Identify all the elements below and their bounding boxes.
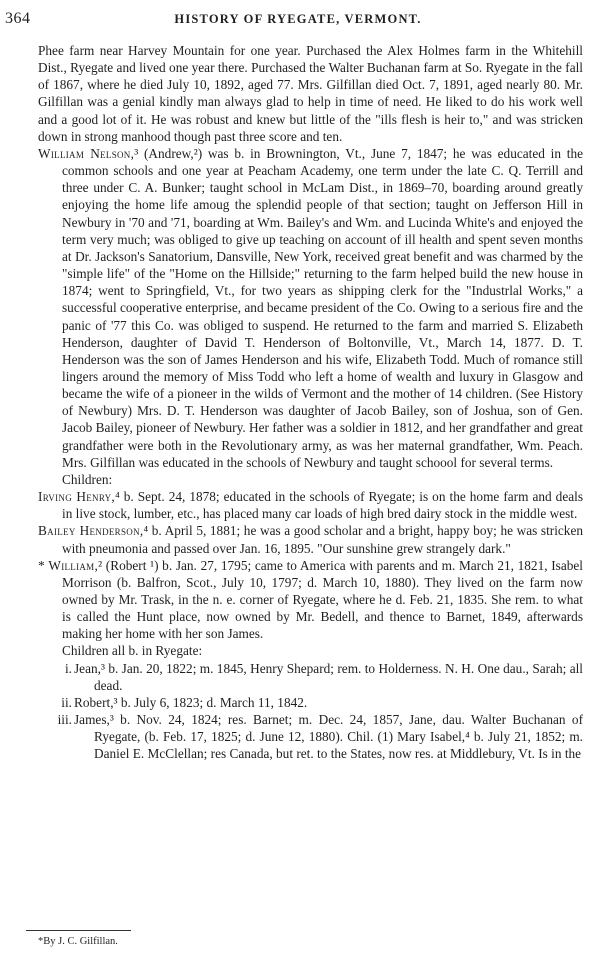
children-label: Children: <box>62 471 113 487</box>
footnote-marker: * <box>38 557 49 573</box>
list-numeral: i. <box>64 660 72 676</box>
page-header <box>0 10 596 30</box>
entry-name: William Nelson, <box>38 145 135 161</box>
entry-name: William, <box>48 557 99 573</box>
footnote-rule <box>26 930 131 931</box>
running-title: HISTORY OF RYEGATE, VERMONT. <box>174 12 422 26</box>
entry-text: ² (Robert ¹) b. Jan. 27, 1795; came to America with parents and m. March 21, 1821, Isabel Morrison (b. Balfron, Scot., July 10, 1797; d. March 10, 1880). They lived on the farm now owned by Mr. Trask, in the n. e. corner of Ryegate, where he d. Feb. 21, 1835. She rem. to what is called the Hunt place, now owned by Mr. Bedell, and thence to Barnet, 1849, afterwards making her home with her son James. <box>62 557 583 642</box>
intro-paragraph: Phee farm near Harvey Mountain for one year. Purchased the Alex Holmes farm in the Whitehill Dist., Ryegate and lived one year there. Purchased the Walter Buchanan farm at So. Ryegate in the fall of 1867, where he died July 10, 1892, aged 77. Mrs. Gilfillan died Oct. 7, 1891, aged nearly 80. Mr. Gilfillan was a genial kindly man always glad to help in time of need. He liked to do his work well and a good lot of it. He was robust and knew but little of the "ills flesh is heir to," and was stricken down in strong manhood though past three score and ten. <box>38 43 583 144</box>
entry-william-nelson <box>26 145 583 471</box>
page-number: 364 <box>5 10 31 27</box>
entry-william-robert <box>26 557 583 643</box>
list-item <box>38 660 583 694</box>
entry-bailey-henderson <box>26 522 583 556</box>
entry-irving-henry <box>26 488 583 522</box>
list-item-text: Robert,³ b. July 6, 1823; d. March 11, 1842. <box>74 694 308 710</box>
entry-name: Irving Henry, <box>38 489 116 505</box>
list-item <box>38 711 583 762</box>
entry-name: Bailey Henderson, <box>38 523 144 539</box>
list-item-text: James,³ b. Nov. 24, 1824; res. Barnet; m. Dec. 24, 1857, Jane, dau. Walter Buchanan of Ryegate, (b. Feb. 17, 1825; d. June 12, 1880). Chil. (1) Mary Isabel,⁴ b. July 21, 1852; m. Daniel E. McClellan; res Canada, but ret. to the States, now res. at Middlebury, Vt. Is in the <box>74 712 583 762</box>
entry-text: ³ (Andrew,²) was b. in Brownington, Vt., June 7, 1847; he was educated in the common schools and one year at Peacham Academy, one term under the late C. Q. Terrill and three under C. A. Bunker; taught school in McLam Dist., in 1869–70, boarding around greatly enjoying the home life amoug the splendid people of that section; taught on Jefferson Hill in Newbury in '70 and '71, boarding at Wm. Bailey's and Wm. and Lucinda White's and enjoyed the term very much; was obliged to give up teaching on account of ill health and spent seven months at Dr. Jackson's Sanatorium, Dansville, New York, received great benefit and was charmed by the "simple life" of the "Home on the Hillside;" returning to the farm helped build the new house in 1874; went to Springfield, Vt., for two years as shipping clerk for the "Industrlal Works," a successful cooperative enterprise, and became president of the Co. Owing to a serious fire and the panic of '77 this Co. was obliged to suspend. He returned to the farm and married S. Elizabeth Henderson, daughter of David T. Henderson of Boltonville, Vt., March 14, 1877. D. T. Henderson was the son of James Henderson and his wife, Elizabeth Todd. Much of romance still lingers around the memory of Miss Todd who left a home of wealth and luxury in Glasgow and became the wife of a pioneer in the wilds of Vermont and the mother of 14 children. (See History of Newbury) Mrs. D. T. Henderson was daughter of Jacob Bailey, son of Joshua, son of Gen. Jacob Bailey, pioneer of Newbury. Her father was a soldier in 1812, and her grandfather and great grandfather were both in the Revolutionary army, as was her maternal grandfather, Wm. Peach. Mrs. Gilfillan was educated in the schools of Newbury and taught schoool for several terms. <box>62 145 584 470</box>
body-text <box>38 42 583 763</box>
list-numeral: ii. <box>61 694 72 710</box>
children-label: Children all b. in Ryegate: <box>62 643 203 659</box>
list-item-text: Jean,³ b. Jan. 20, 1822; m. 1845, Henry Shepard; rem. to Holderness. N. H. One dau., Sarah; all dead. <box>74 660 583 693</box>
footnote: *By J. C. Gilfillan. <box>38 936 118 947</box>
list-item <box>38 694 583 711</box>
entry-text: ⁴ b. April 5, 1881; he was a good scholar and a bright, happy boy; he was stricken with pneumonia and passed over Jan. 16, 1895. "Our sunshine grew strangely dark." <box>62 523 583 556</box>
entry-text: ⁴ b. Sept. 24, 1878; educated in the schools of Ryegate; is on the home farm and deals in live stock, lumber, etc., has placed many car loads of high bred dairy stock in the middle west. <box>62 489 583 522</box>
list-numeral: iii. <box>57 712 72 728</box>
